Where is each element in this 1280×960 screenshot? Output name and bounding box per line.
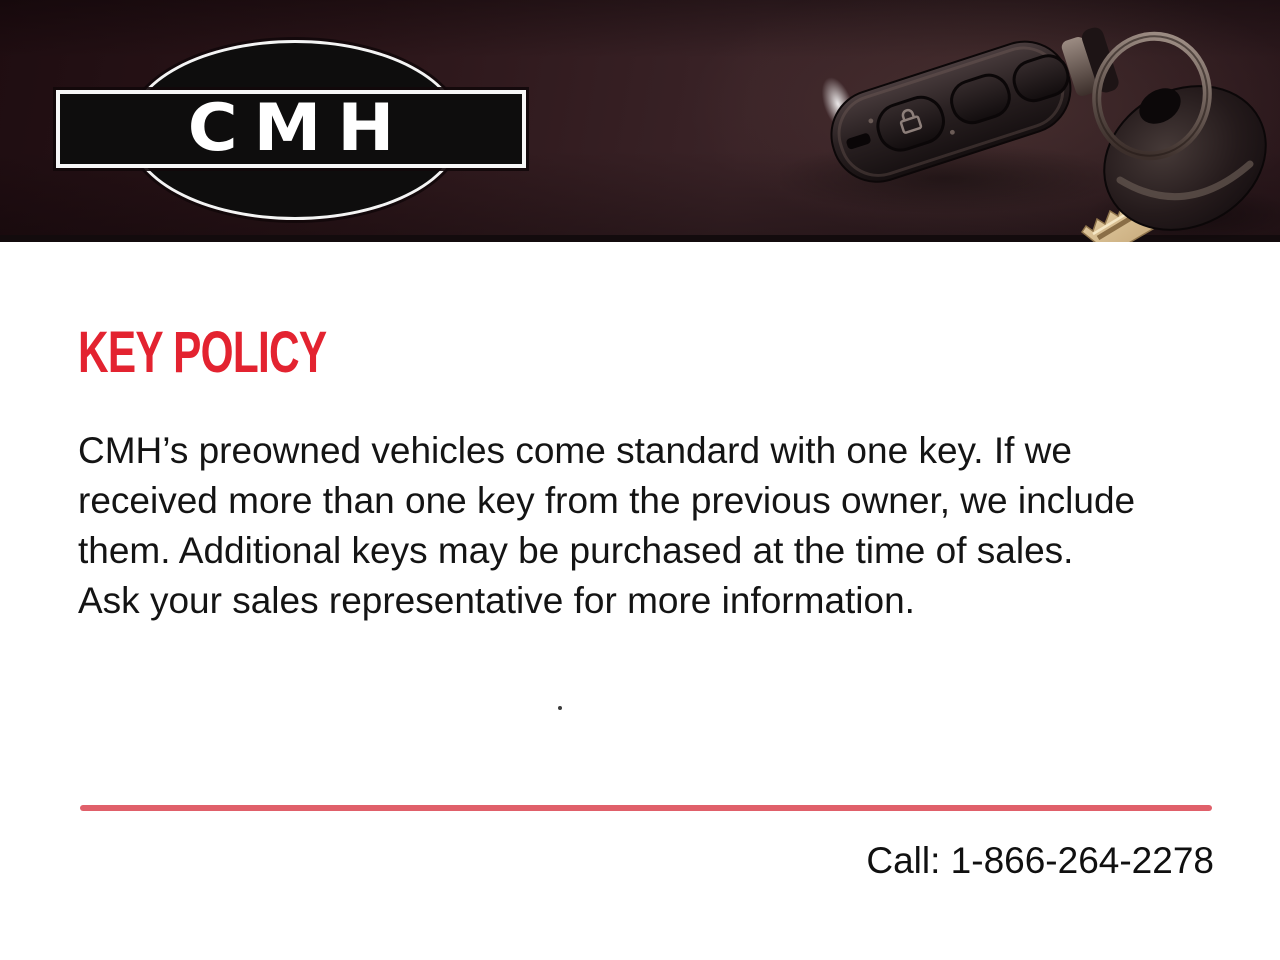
red-divider — [80, 805, 1212, 811]
policy-text-line: received more than one key from the previous owner, we include — [78, 480, 1136, 521]
phone-number: Call: 1-866-264-2278 — [866, 840, 1214, 881]
policy-text-line: them. Additional keys may be purchased at the time of sales. — [78, 530, 1074, 571]
policy-paragraph — [78, 426, 1228, 626]
banner — [0, 0, 1280, 242]
logo-text: CMH — [187, 90, 411, 167]
logo-bar — [56, 90, 526, 168]
car-keys-image — [780, 0, 1280, 242]
page-title: KEY POLICY — [78, 320, 327, 385]
cmh-logo — [56, 36, 534, 222]
speck-dot — [558, 706, 562, 710]
policy-text-line: Ask your sales representative for more information. — [78, 580, 915, 621]
policy-text-line: CMH’s preowned vehicles come standard with one key. If we — [78, 430, 1072, 471]
